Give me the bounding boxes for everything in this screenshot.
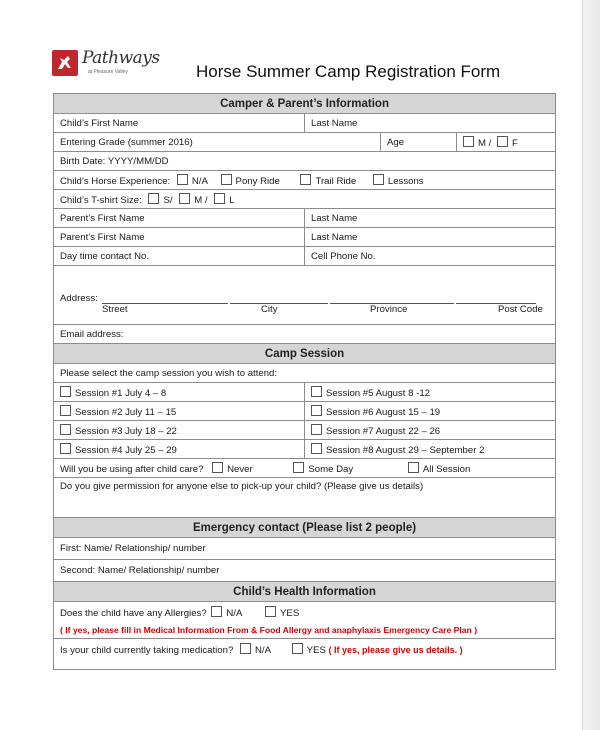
exp-option-label: Trail Ride: [315, 175, 357, 187]
pickup-permission-field[interactable]: [54, 478, 556, 518]
session-option[interactable]: [54, 383, 305, 402]
session-option[interactable]: [305, 440, 556, 459]
session-6-checkbox[interactable]: [311, 405, 322, 416]
form-title: Horse Summer Camp Registration Form: [196, 62, 501, 81]
medication-field: [54, 639, 556, 670]
session-option[interactable]: [305, 421, 556, 440]
allergies-field: [54, 602, 556, 639]
section-header-health: Child’s Health Information: [54, 582, 556, 602]
tshirt-size-row: [54, 190, 556, 209]
field-label: Child’s Horse Experience:: [60, 175, 171, 187]
city-label: City: [261, 304, 278, 315]
field-label: Child’s T-shirt Size:: [60, 194, 142, 206]
field-label: Address:: [60, 293, 98, 304]
option-label: YES: [280, 607, 300, 619]
care-never-checkbox[interactable]: [212, 462, 223, 473]
session-label: Session #2 July 11 – 15: [75, 406, 177, 418]
session-option[interactable]: [54, 421, 305, 440]
session-label: Session #8 August 29 – September 2: [326, 444, 485, 456]
field-label: Does the child have any Allergies?: [60, 607, 207, 619]
care-all-session-checkbox[interactable]: [408, 462, 419, 473]
horse-experience-row: [54, 171, 556, 190]
session-5-checkbox[interactable]: [311, 386, 322, 397]
care-option-label: All Session: [422, 463, 471, 475]
horse-logo-icon: [52, 50, 78, 76]
postcode-label: Post Code: [498, 304, 543, 315]
parent2-first-name-field[interactable]: [54, 228, 305, 247]
child-last-name-field[interactable]: [305, 114, 556, 133]
care-option-label: Never: [227, 463, 253, 475]
female-checkbox[interactable]: [497, 136, 508, 147]
exp-option-label: Pony Ride: [235, 175, 280, 187]
exp-option-label: Lessons: [387, 175, 424, 187]
street-underline: [102, 295, 228, 304]
address-line: [60, 290, 549, 304]
child-first-name-field[interactable]: [54, 114, 305, 133]
gender-field: [457, 133, 556, 152]
pathways-logo: [52, 48, 160, 82]
option-label: N/A: [254, 645, 271, 656]
postcode-underline: [456, 295, 536, 304]
address-sublabels: [60, 304, 549, 318]
field-label: Will you be using after child care?: [60, 463, 204, 475]
address-field[interactable]: [54, 266, 556, 325]
session-option[interactable]: [54, 440, 305, 459]
field-label: Last Name: [311, 231, 358, 243]
field-label: Birth Date: YYYY/MM/DD: [60, 155, 169, 167]
field-label: First: Name/ Relationship/ number: [60, 543, 206, 554]
after-care-row: [54, 459, 556, 478]
session-option[interactable]: [54, 402, 305, 421]
section-header-camper: Camper & Parent’s Information: [54, 94, 556, 114]
male-checkbox[interactable]: [463, 136, 474, 147]
province-underline: [330, 295, 454, 304]
field-label: Last Name: [311, 212, 358, 224]
exp-option-label: N/A: [191, 175, 208, 187]
allergy-yes-checkbox[interactable]: [265, 606, 276, 617]
field-label: Email address:: [60, 328, 124, 340]
section-header-emergency: Emergency contact (Please list 2 people): [54, 518, 556, 538]
emergency-first-field[interactable]: [54, 538, 556, 560]
session-4-checkbox[interactable]: [60, 443, 71, 454]
logo-wordmark: Pathways: [82, 48, 160, 68]
option-label: YES: [306, 645, 326, 656]
field-label: Child’s First Name: [60, 117, 139, 129]
street-label: Street: [102, 304, 128, 315]
size-s-checkbox[interactable]: [148, 193, 159, 204]
care-option-label: Some Day: [308, 463, 354, 475]
parent1-last-name-field[interactable]: [305, 209, 556, 228]
field-label: Cell Phone No.: [311, 250, 376, 262]
parent1-first-name-field[interactable]: [54, 209, 305, 228]
session-2-checkbox[interactable]: [60, 405, 71, 416]
session-1-checkbox[interactable]: [60, 386, 71, 397]
registration-form: [53, 93, 556, 670]
emergency-second-field[interactable]: [54, 560, 556, 582]
session-7-checkbox[interactable]: [311, 424, 322, 435]
parent2-last-name-field[interactable]: [305, 228, 556, 247]
allergies-question: [60, 606, 549, 619]
care-some-day-checkbox[interactable]: [293, 462, 304, 473]
entering-grade-field[interactable]: [54, 133, 381, 152]
field-label: Parent’s First Name: [60, 212, 145, 224]
medication-na-checkbox[interactable]: [240, 643, 251, 654]
session-prompt: Please select the camp session you wish to attend:: [54, 364, 556, 383]
size-l-checkbox[interactable]: [214, 193, 225, 204]
section-header-session: Camp Session: [54, 344, 556, 364]
session-3-checkbox[interactable]: [60, 424, 71, 435]
session-8-checkbox[interactable]: [311, 443, 322, 454]
exp-trail-ride-checkbox[interactable]: [300, 174, 311, 185]
session-label: Session #5 August 8 -12: [326, 387, 431, 399]
male-label: M /: [478, 137, 492, 149]
size-label: L: [229, 194, 235, 206]
field-label: Do you give permission for anyone else to pick-up your child? (Please give us details): [60, 481, 424, 492]
session-label: Session #6 August 15 – 19: [326, 406, 441, 418]
medication-note: ( If yes, please give us details. ): [328, 645, 463, 655]
session-label: Session #1 July 4 – 8: [75, 387, 167, 399]
session-label: Session #4 July 25 – 29: [75, 444, 177, 456]
logo-subtitle: at Pleasure Valley: [88, 69, 128, 75]
city-underline: [230, 295, 328, 304]
size-label: M /: [194, 194, 208, 206]
province-label: Province: [370, 304, 408, 315]
session-option[interactable]: [305, 383, 556, 402]
exp-lessons-checkbox[interactable]: [373, 174, 384, 185]
field-label: Entering Grade (summer 2016): [60, 136, 193, 148]
email-field[interactable]: [54, 325, 556, 344]
session-label: Session #7 August 22 – 26: [326, 425, 441, 437]
size-label: S/: [163, 194, 173, 206]
field-label: Second: Name/ Relationship/ number: [60, 565, 220, 576]
field-label: Parent’s First Name: [60, 231, 145, 243]
session-option[interactable]: [305, 402, 556, 421]
medication-yes-checkbox[interactable]: [292, 643, 303, 654]
age-field[interactable]: [381, 133, 457, 152]
allergy-note: ( If yes, please fill in Medical Information From & Food Allergy and anaphylaxis Emergency Care Plan ): [60, 624, 478, 635]
allergy-na-checkbox[interactable]: [211, 606, 222, 617]
field-label: Age: [387, 136, 405, 148]
option-label: N/A: [226, 607, 243, 619]
exp-na-checkbox[interactable]: [177, 174, 188, 185]
field-label: Day time contact No.: [60, 250, 150, 262]
female-label: F: [512, 137, 518, 149]
size-m-checkbox[interactable]: [179, 193, 190, 204]
field-label: Last Name: [311, 117, 358, 129]
cell-phone-field[interactable]: [305, 247, 556, 266]
page-edge: [582, 0, 600, 730]
day-phone-field[interactable]: [54, 247, 305, 266]
session-label: Session #3 July 18 – 22: [75, 425, 177, 437]
exp-pony-ride-checkbox[interactable]: [221, 174, 232, 185]
birth-date-field[interactable]: [54, 152, 556, 171]
field-label: Is your child currently taking medication?: [60, 645, 234, 656]
